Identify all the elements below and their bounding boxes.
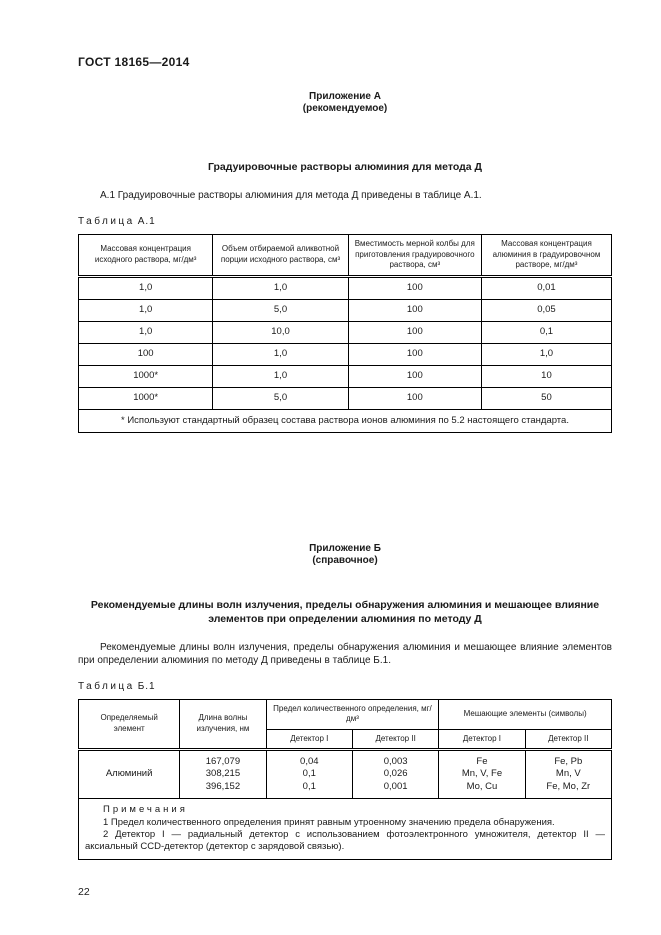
table-b1-interfering-detector1-header: Детектор I [439, 729, 525, 750]
interfering-value: Fe [476, 755, 488, 767]
table-cell: 100 [79, 343, 213, 365]
table-b1-group-interfering-elements: Мешающие элементы (символы) [439, 699, 612, 729]
table-row [79, 321, 612, 343]
table-label-word: Таблица [78, 680, 135, 692]
table-a1-label [78, 216, 612, 227]
table-cell: 100 [348, 276, 481, 299]
interfering-value: Fe, Pb [554, 755, 583, 767]
notes-label: Примечания [103, 803, 188, 815]
table-cell: 100 [348, 343, 481, 365]
table-a1 [78, 234, 612, 433]
annex-a-paragraph: А.1 Градуировочные растворы алюминия для метода Д приведены в таблице А.1. [100, 190, 482, 201]
table-b1-interfering-detector2-header: Детектор II [525, 729, 611, 750]
table-cell: 0,01 [481, 276, 611, 299]
table-b1-header-row-groups [79, 699, 612, 729]
table-cell: 1,0 [79, 299, 213, 321]
interfering-value: Mo, Cu [466, 780, 498, 792]
interfering-value: Fe, Mo, Zr [546, 780, 591, 792]
note-item: 1 Предел количественного определения принят равным утроенному значению предела обнаружения. [103, 816, 555, 828]
table-cell: 100 [348, 387, 481, 409]
table-cell: 100 [348, 365, 481, 387]
table-cell: 0,1 [481, 321, 611, 343]
table-cell: 10,0 [213, 321, 348, 343]
table-a1-footnote-row [79, 409, 612, 432]
note-item: 2 Детектор I — радиальный детектор с использованием фотоэлектронного умножителя, детектор II — аксиальный CCD-детектор (детектор с зарядовой связью). [85, 828, 605, 852]
annex-b [78, 543, 612, 860]
annex-a [78, 91, 612, 433]
table-cell: 50 [481, 387, 611, 409]
wavelength-value: 396,152 [205, 780, 241, 792]
wavelength-value: 167,079 [205, 755, 241, 767]
annex-a-subheading: (рекомендуемое) [302, 103, 388, 114]
table-cell: 100 [348, 299, 481, 321]
table-row [79, 387, 612, 409]
wavelength-value: 308,215 [205, 768, 241, 779]
table-cell: 5,0 [213, 299, 348, 321]
table-a1-header-row [79, 235, 612, 277]
limit-value: 0,04 [300, 755, 319, 767]
table-b1-label [78, 681, 612, 692]
table-a1-col-calibration-concentration: Массовая концентрация алюминия в градуировочном растворе, мг/дм³ [481, 235, 611, 277]
table-b1-col-wavelength: Длина волны излучения, нм [180, 699, 266, 750]
limit-detector2-cell [352, 750, 438, 799]
table-row [79, 365, 612, 387]
limit-value: 0,1 [302, 780, 316, 792]
table-cell: 1,0 [79, 321, 213, 343]
table-cell: 1,0 [481, 343, 611, 365]
table-cell: 10 [481, 365, 611, 387]
annex-b-subheading: (справочное) [312, 554, 378, 566]
table-b1-limit-detector1-header: Детектор I [266, 729, 352, 750]
interfering-value: Mn, V [555, 768, 581, 779]
table-label-number: А.1 [137, 216, 156, 227]
limit-value: 0,026 [383, 768, 408, 779]
wavelengths-cell [180, 750, 266, 799]
table-b1-group-quantification-limit: Предел количественного определения, мг/дм³ [266, 699, 439, 729]
table-b1-notes [79, 798, 612, 859]
interfering-detector2-cell [525, 750, 611, 799]
limit-value: 0,001 [383, 780, 408, 792]
table-a1-col-aliquot-volume: Объем отбираемой аликвотной порции исходного раствора, см³ [213, 235, 348, 277]
interfering-value: Mn, V, Fe [461, 768, 503, 779]
limit-value: 0,003 [383, 755, 408, 767]
element-cell: Алюминий [79, 750, 180, 799]
limit-value: 0,1 [302, 768, 316, 779]
table-row [79, 299, 612, 321]
doc-number: ГОСТ 18165—2014 [78, 55, 190, 69]
section-gap [78, 433, 612, 543]
table-a1-col-flask-capacity: Вместимость мерной колбы для приготовления градуировочного раствора, см³ [348, 235, 481, 277]
table-row [79, 750, 612, 799]
table-cell: 1,0 [213, 343, 348, 365]
table-cell: 1,0 [213, 365, 348, 387]
annex-a-heading: Приложение А [309, 91, 381, 102]
table-cell: 5,0 [213, 387, 348, 409]
table-b1-notes-row [79, 798, 612, 859]
table-b1 [78, 699, 612, 860]
annex-a-title: Градуировочные растворы алюминия для метода Д [207, 161, 483, 173]
table-b1-limit-detector2-header: Детектор II [352, 729, 438, 750]
table-row [79, 343, 612, 365]
annex-b-paragraph: Рекомендуемые длины волн излучения, пределы обнаружения алюминия и мешающее влияние элементов при определении алюминия по методу Д приведены в таблице Б.1. [78, 641, 612, 666]
limit-detector1-cell [266, 750, 352, 799]
table-a1-footnote: * Используют стандартный образец состава раствора ионов алюминия по 5.2 настоящего стандарта. [79, 409, 612, 432]
page-number: 22 [78, 885, 90, 898]
table-cell: 1000* [79, 365, 213, 387]
table-cell: 1,0 [79, 276, 213, 299]
table-cell: 0,05 [481, 299, 611, 321]
annex-b-title: Рекомендуемые длины волн излучения, пределы обнаружения алюминия и мешающее влияние элементов при определении алюминия по методу Д [90, 598, 600, 625]
table-label-word: Таблица [78, 216, 135, 227]
table-row [79, 276, 612, 299]
table-cell: 1,0 [213, 276, 348, 299]
table-b1-col-element: Определяемый элемент [79, 699, 180, 750]
table-a1-col-source-concentration: Массовая концентрация исходного раствора, мг/дм³ [79, 235, 213, 277]
table-cell: 1000* [79, 387, 213, 409]
annex-b-heading: Приложение Б [309, 542, 381, 554]
table-label-number: Б.1 [137, 680, 156, 692]
table-cell: 100 [348, 321, 481, 343]
interfering-detector1-cell [439, 750, 525, 799]
